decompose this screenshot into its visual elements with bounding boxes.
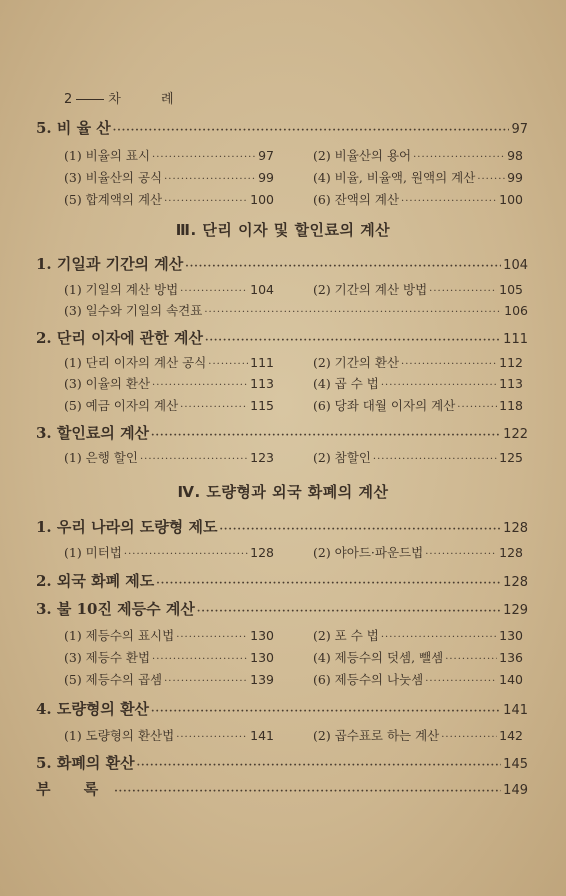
toc-subentry-page: 123 [250,450,274,465]
toc-subentry-page: 104 [250,282,274,297]
toc-subentry-page: 140 [499,672,523,687]
leader-dots [204,307,502,318]
toc-subentry [64,670,274,688]
toc-subentry [64,374,274,392]
header-page-number: 2 [64,92,74,107]
toc-entry-page: 97 [511,122,528,137]
toc-subentry-label: (2) 곱수표로 하는 계산 [313,728,440,743]
leader-dots [425,676,497,687]
toc-subentry-page: 139 [250,672,274,687]
toc-subentry-page: 136 [499,650,523,665]
leader-dots [401,196,497,207]
toc-subentry-label: (6) 당좌 대월 이자의 계산 [313,398,456,413]
toc-subentry-page: 100 [499,192,523,207]
leader-dots [176,732,248,743]
toc-subentry-label: (4) 곱 수 법 [313,376,379,391]
toc-subentry [313,146,523,164]
toc-subentry [313,190,523,208]
leader-dots [219,524,501,535]
toc-subentry-label: (6) 제등수의 나눗셈 [313,672,424,687]
toc-entry-label: 5. 화폐의 환산 [36,754,135,772]
toc-subentry-label: (2) 기간의 환산 [313,355,400,370]
toc-subentry-page: 130 [250,628,274,643]
toc-entry-label: 2. 외국 화폐 제도 [36,572,155,590]
leader-dots [156,578,501,589]
leader-dots [425,549,497,560]
toc-subentry-label: (3) 비율산의 공식 [64,170,163,185]
toc-subentry-label: (1) 제등수의 표시법 [64,628,175,643]
toc-entry-label: 부 록 [36,780,113,798]
toc-subentry-page: 128 [250,545,274,560]
leader-dots [457,402,497,413]
toc-entry [36,698,528,719]
section-heading-3: Ⅲ. 단리 이자 및 할인료의 계산 [175,221,391,239]
toc-subentry [313,626,523,644]
toc-subentry-label: (2) 기간의 계산 방법 [313,282,428,297]
leader-dots [205,335,501,346]
toc-subentry [64,543,274,561]
toc-entry [36,570,528,591]
toc-subentry [313,168,523,186]
toc-subentry-page: 97 [258,148,274,163]
toc-subentry [64,301,528,319]
toc-entry-label: 1. 우리 나라의 도량형 제도 [36,518,218,536]
toc-subentry-page: 99 [258,170,274,185]
header-dash [76,99,104,100]
toc-subentry [64,396,274,414]
toc-entry-label: 3. 불 10진 제등수 계산 [36,600,195,618]
leader-dots [445,654,497,665]
leader-dots [477,174,505,185]
toc-subentry-label: (2) 참할인 [313,450,371,465]
leader-dots [180,402,248,413]
leader-dots [413,152,505,163]
toc-entry-label: 4. 도량형의 환산 [36,700,150,718]
toc-subentry-label: (1) 기일의 계산 방법 [64,282,179,297]
leader-dots [113,125,510,136]
toc-subentry-page: 100 [250,192,274,207]
toc-subentry-label: (6) 잔액의 계산 [313,192,400,207]
toc-subentry [313,374,523,392]
section-heading-4: Ⅳ. 도량형과 외국 화폐의 계산 [177,483,389,501]
toc-entry-ratio [36,117,528,138]
toc-subentry [313,648,523,666]
toc-entry-label: 3. 할인료의 계산 [36,424,150,442]
toc-subentry [64,280,274,298]
toc-subentry-page: 130 [250,650,274,665]
toc-subentry [313,353,523,371]
leader-dots [114,786,501,797]
header-title: 차 례 [108,92,192,107]
leader-dots [151,430,501,441]
toc-subentry-page: 111 [250,355,274,370]
toc-entry [36,253,528,274]
leader-dots [197,606,501,617]
toc-entry-page: 129 [503,603,528,618]
leader-dots [381,632,497,643]
toc-entry-label: 5. 비 율 산 [36,119,111,137]
toc-subentry [64,190,274,208]
toc-subentry-label: (3) 일수와 기일의 속견표 [64,303,203,318]
toc-subentry [313,280,523,298]
leader-dots [176,632,248,643]
toc-subentry-page: 141 [250,728,274,743]
toc-entry-page: 122 [503,427,528,442]
toc-subentry-label: (3) 이율의 환산 [64,376,151,391]
running-header [64,88,192,107]
leader-dots [124,549,248,560]
toc-entry-page: 128 [503,521,528,536]
leader-dots [373,454,497,465]
toc-subentry-label: (5) 예금 이자의 계산 [64,398,179,413]
toc-entry-label: 2. 단리 이자에 관한 계산 [36,329,203,347]
toc-subentry [64,648,274,666]
toc-subentry-label: (5) 합계액의 계산 [64,192,163,207]
toc-subentry-label: (2) 야아드·파운드법 [313,545,424,560]
toc-subentry-page: 130 [499,628,523,643]
toc-subentry-label: (4) 비율, 비율액, 원액의 계산 [313,170,476,185]
toc-subentry [64,146,274,164]
leader-dots [401,359,497,370]
toc-subentry-label: (3) 제등수 환법 [64,650,151,665]
leader-dots [164,174,256,185]
toc-subentry-label: (5) 제등수의 곱셈 [64,672,163,687]
toc-subentry-page: 112 [499,355,523,370]
toc-subentry-label: (2) 비율산의 용어 [313,148,412,163]
leader-dots [185,261,501,272]
toc-subentry-page: 105 [499,282,523,297]
toc-entry-page: 128 [503,575,528,590]
toc-subentry-page: 118 [499,398,523,413]
toc-subentry-page: 125 [499,450,523,465]
leader-dots [137,760,502,771]
leader-dots [151,706,501,717]
toc-subentry [313,670,523,688]
toc-subentry-label: (2) 포 수 법 [313,628,379,643]
leader-dots [152,152,256,163]
toc-entry [36,516,528,537]
toc-entry [36,327,528,348]
leader-dots [152,380,248,391]
toc-subentry [64,168,274,186]
toc-entry-page: 104 [503,258,528,273]
toc-subentry [313,543,523,561]
leader-dots [429,286,497,297]
toc-subentry-page: 99 [507,170,523,185]
toc-subentry [64,726,274,744]
toc-subentry-page: 113 [250,376,274,391]
toc-entry-page: 111 [503,332,528,347]
leader-dots [381,380,497,391]
toc-entry-page: 145 [503,757,528,772]
toc-subentry-page: 115 [250,398,274,413]
toc-subentry [64,448,274,466]
toc-entry [36,598,528,619]
toc-subentry-page: 98 [507,148,523,163]
toc-subentry [64,353,274,371]
leader-dots [140,454,248,465]
toc-entry-page: 149 [503,783,528,798]
leader-dots [441,732,497,743]
toc-subentry [313,448,523,466]
toc-entry-page: 141 [503,703,528,718]
toc-entry-label: 1. 기일과 기간의 계산 [36,255,184,273]
leader-dots [180,286,248,297]
toc-subentry-label: (1) 비율의 표시 [64,148,151,163]
toc-subentry-label: (1) 미터법 [64,545,122,560]
leader-dots [208,359,248,370]
toc-entry [36,422,528,443]
toc-subentry-label: (1) 은행 할인 [64,450,138,465]
toc-subentry-page: 106 [504,303,528,318]
toc-entry [36,752,528,773]
toc-subentry-label: (1) 단리 이자의 계산 공식 [64,355,207,370]
leader-dots [164,196,248,207]
toc-entry-appendix [36,778,528,799]
leader-dots [164,676,248,687]
toc-subentry-label: (1) 도량형의 환산법 [64,728,175,743]
toc-subentry [313,396,523,414]
toc-subentry [313,726,523,744]
toc-subentry-label: (4) 제등수의 덧셈, 뺄셈 [313,650,444,665]
leader-dots [152,654,248,665]
toc-subentry-page: 113 [499,376,523,391]
toc-subentry-page: 142 [499,728,523,743]
toc-subentry [64,626,274,644]
toc-subentry-page: 128 [499,545,523,560]
